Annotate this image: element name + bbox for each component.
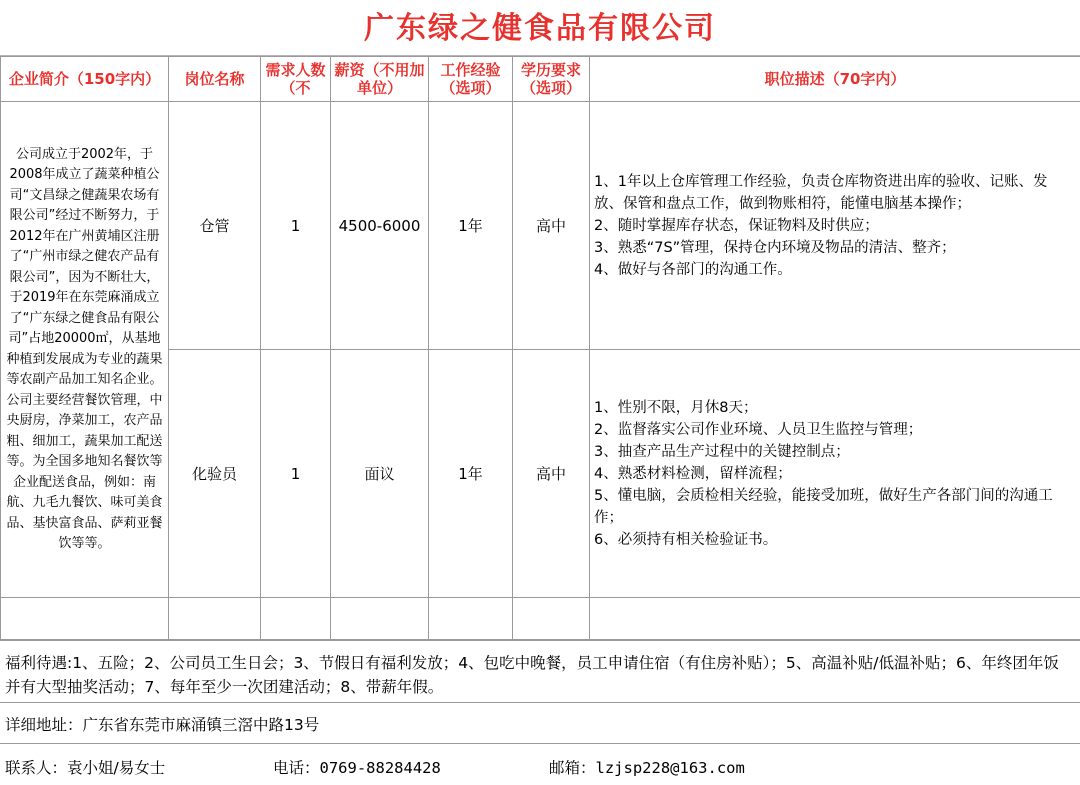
description-line: 2、随时掌握库存状态，保证物料及时供应； [594,217,879,234]
job-position: 化验员 [169,350,261,598]
job-education: 高中 [513,350,590,598]
job-salary: 4500-6000 [331,102,429,350]
phone-label: 电话： [273,759,320,777]
job-experience: 1年 [429,350,513,598]
benefits-text: 福利待遇:1、五险；2、公司员工生日会；3、节假日有福利发放；4、包吃中晚餐，员工申请住宿（有住房补贴）；5、高温补贴/低温补贴；6、年终团年饭并有大型抽奖活动；7、每年至少一次团建活动；8、带薪年假。 [0,640,1080,703]
description-line: 3、抽查产品生产过程中的关键控制点； [594,443,850,460]
description-line: 4、做好与各部门的沟通工作。 [594,261,792,278]
job-description [590,102,1080,350]
contact-email [549,756,745,778]
job-description [590,350,1080,598]
empty-row [1,598,1080,640]
phone-number: 0769-88284428 [319,759,441,777]
header-quantity: 需求人数（不 [261,57,331,102]
description-line: 2、监督落实公司作业环境、人员卫生监控与管理； [594,421,923,438]
empty-cell [169,598,261,640]
empty-cell [331,598,429,640]
header-experience: 工作经验（选项） [429,57,513,102]
job-position: 仓管 [169,102,261,350]
address-text: 详细地址：广东省东莞市麻涌镇三滘中路13号 [0,703,1080,744]
empty-cell [261,598,331,640]
job-education: 高中 [513,102,590,350]
header-position: 岗位名称 [169,57,261,102]
contact-phone [273,756,441,778]
empty-cell [590,598,1080,640]
empty-cell [1,598,169,640]
description-line: 5、懂电脑，会质检相关经验，能接受加班，做好生产各部门间的沟通工作； [594,487,1053,526]
description-line: 1、1年以上仓库管理工作经验，负责仓库物资进出库的验收、记账、发放、保管和盘点工作，做到物账相符，能懂电脑基本操作； [594,173,1048,212]
job-experience: 1年 [429,102,513,350]
company-title: 广东绿之健食品有限公司 [0,0,1080,56]
header-description: 职位描述（70字内） [590,57,1080,102]
email-address: lzjsp228@163.com [595,759,745,777]
contact-person: 联系人：袁小姐/易女士 [5,759,166,777]
description-line: 6、必须持有相关检验证书。 [594,531,778,548]
email-label: 邮箱： [549,759,596,777]
table-header-row [1,57,1080,102]
table-row [1,102,1080,350]
job-quantity: 1 [261,102,331,350]
job-table [0,56,1080,640]
header-education: 学历要求（选项） [513,57,590,102]
description-line: 1、性别不限，月休8天； [594,399,758,416]
job-quantity: 1 [261,350,331,598]
header-salary: 薪资（不用加单位） [331,57,429,102]
header-intro: 企业简介（150字内） [1,57,169,102]
empty-cell [513,598,590,640]
empty-cell [429,598,513,640]
contact-row [0,744,1080,785]
job-salary: 面议 [331,350,429,598]
description-line: 3、熟悉“7S”管理，保持仓内环境及物品的清洁、整齐； [594,239,956,256]
company-intro: 公司成立于2002年，于2008年成立了蔬菜种植公司“文昌绿之健蔬果农场有限公司”经过不断努力，于2012年在广州黄埔区注册了“广州市绿之健农产品有限公司”，因为不断壮大，于2019年在东莞麻涌成立了“广东绿之健食品有限公司”占地20000㎡，从基地种植到发展成为专业的蔬果等农副产品加工知名企业。公司主要经营餐饮管理，中央厨房，净菜加工，农产品粗、细加工，蔬果加工配送等。为全国多地知名餐饮等企业配送食品，例如：南航、九毛九餐饮、味可美食品、基快富食品、萨莉亚餐饮等等。 [1,102,169,598]
description-line: 4、熟悉材料检测，留样流程； [594,465,792,482]
